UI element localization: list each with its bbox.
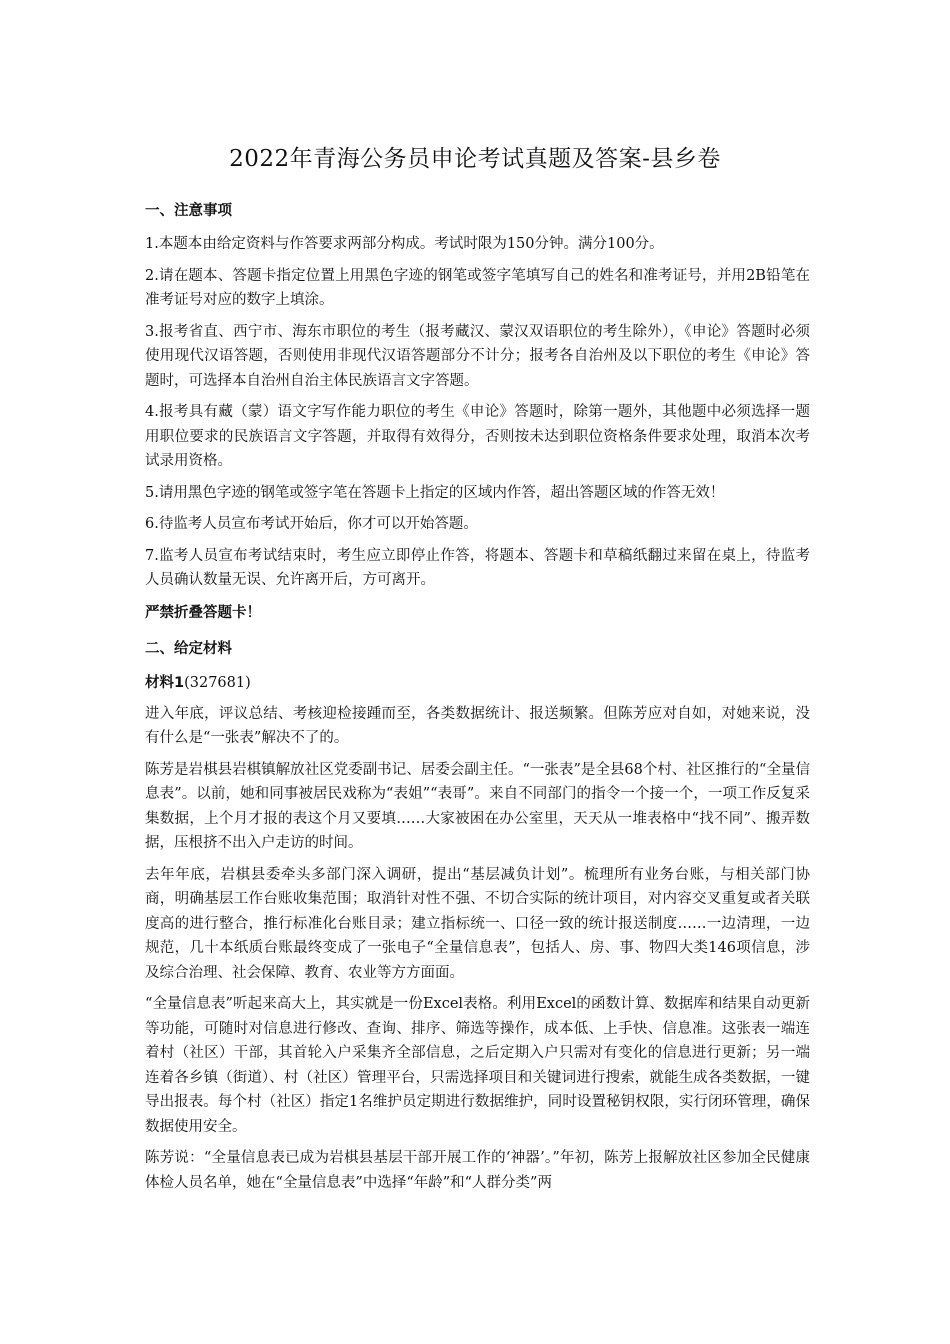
material-paragraph: 进入年底，评议总结、考核迎检接踵而至，各类数据统计、报送频繁。但陈芳应对自如，对她来说，没有什么是“一张表”解决不了的。 xyxy=(145,705,810,746)
material-paragraph: 陈芳是岩棋县岩棋镇解放社区党委副书记、居委会副主任。“一张表”是全县68个村、社区推行的“全量信息表”。以前，她和同事被居民戏称为“表姐”“表哥”。来自不同部门的指令一个接一个，一项工作反复采集数据，上个月才报的表这个月又要填……大家被困在办公室里，天天从一堆表格中“找不同”、搬弄数据，压根挤不出入户走访的时间。 xyxy=(145,761,810,851)
material-paragraph: 去年年底，岩棋县委牵头多部门深入调研，提出“基层减负计划”。梳理所有业务台账，与相关部门协商，明确基层工作台账收集范围；取消针对性不强、不切合实际的统计项目，对内容交叉重复或者关联度高的进行整合，推行标准化台账目录；建立指标统一、口径一致的统计报送制度……一边清理，一边规范，几十本纸质台账最终变成了一张电子“全量信息表”，包括人、房、事、物四大类146项信息，涉及综合治理、社会保障、教育、农业等方方面面。 xyxy=(145,866,810,981)
notice-item: 5.请用黑色字迹的钢笔或签字笔在答题卡上指定的区域内作答，超出答题区域的作答无效！ xyxy=(145,484,725,501)
material-label xyxy=(145,670,810,696)
section-heading-materials: 二、给定材料 xyxy=(145,640,232,657)
section-heading-notices: 一、注意事项 xyxy=(145,203,232,219)
warning-note: 严禁折叠答题卡！ xyxy=(145,604,261,621)
document-title: 2022年青海公务员申论考试真题及答案-县乡卷 xyxy=(229,146,721,172)
notice-item: 7.监考人员宣布考试结束时，考生应立即停止作答，将题本、答题卡和草稿纸翻过来留在桌上，待监考人员确认数量无误、允许离开后，方可离开。 xyxy=(145,547,810,588)
notice-item: 2.请在题本、答题卡指定位置上用黑色字迹的钢笔或签字笔填写自己的姓名和准考证号，并用2B铅笔在准考证号对应的数字上填涂。 xyxy=(145,267,810,308)
material-paragraph: “全量信息表”听起来高大上，其实就是一份Excel表格。利用Excel的函数计算、数据库和结果自动更新等功能，可随时对信息进行修改、查询、排序、筛选等操作，成本低、上手快、信息准。这张表一端连着村（社区）干部，其首轮入户采集齐全部信息，之后定期入户只需对有变化的信息进行更新；另一端连着各乡镇（街道）、村（社区）管理平台，只需选择项目和关键词进行搜索，就能生成各类数据，一键导出报表。每个村（社区）指定1名维护员定期进行数据维护，同时设置秘钥权限，实行闭环管理，确保数据使用安全。 xyxy=(145,996,810,1135)
material-paragraph: 陈芳说：“全量信息表已成为岩棋县基层干部开展工作的‘神器’。”年初，陈芳上报解放社区参加全民健康体检人员名单，她在“全量信息表”中选择“年龄”和“人群分类”两 xyxy=(145,1150,810,1191)
material-code: (327681) xyxy=(184,674,251,691)
notice-item: 3.报考省直、西宁市、海东市职位的考生（报考藏汉、蒙汉双语职位的考生除外），《申论》答题时必须使用现代汉语答题，否则使用非现代汉语答题部分不计分；报考各自治州及以下职位的考生《申论》答题时，可选择本自治州自治主体民族语言文字答题。 xyxy=(145,323,810,389)
document-body xyxy=(145,198,810,1202)
notice-item: 4.报考具有藏（蒙）语文字写作能力职位的考生《申论》答题时，除第一题外，其他题中必须选择一题用职位要求的民族语言文字答题，并取得有效得分，否则按未达到职位资格条件要求处理，取消本次考试录用资格。 xyxy=(145,404,810,469)
notice-item: 6.待监考人员宣布考试开始后，你才可以开始答题。 xyxy=(145,516,478,532)
notice-item: 1.本题本由给定资料与作答要求两部分构成。考试时限为150分钟。满分100分。 xyxy=(145,236,664,252)
material-title: 材料1 xyxy=(145,674,185,691)
